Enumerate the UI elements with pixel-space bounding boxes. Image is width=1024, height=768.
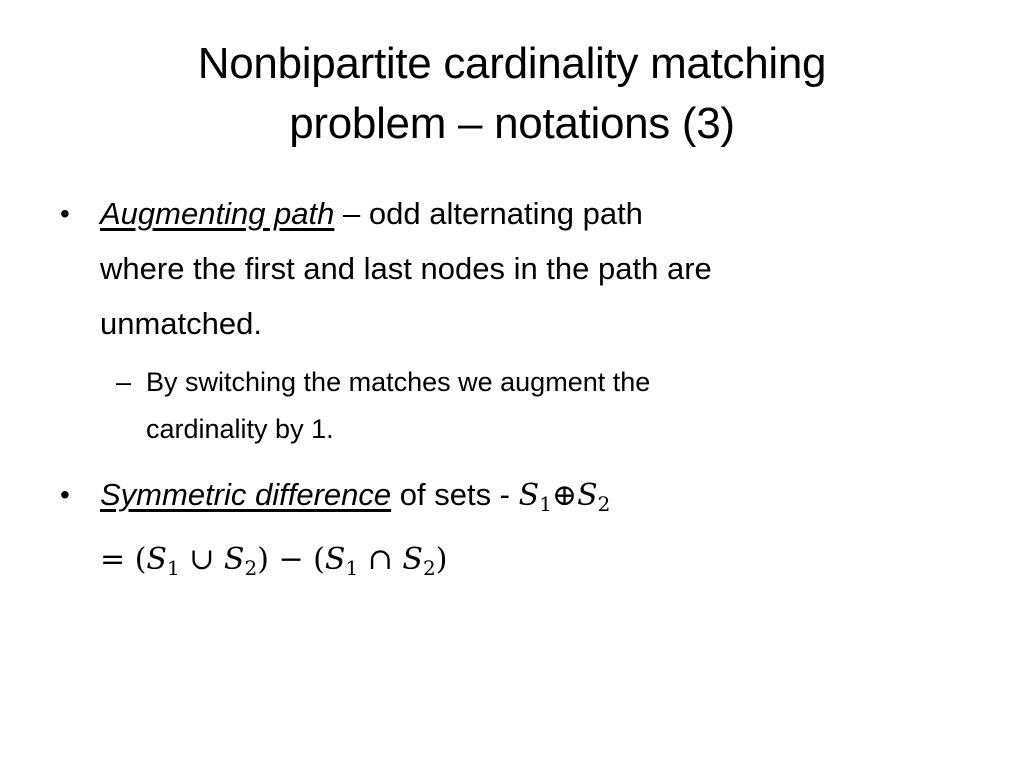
math-symbol: S <box>577 478 598 513</box>
math-symbol: S <box>518 478 540 513</box>
math-subscript: 1 <box>539 492 552 516</box>
bullet-symmetric-difference <box>60 467 960 596</box>
bullet-line-1 <box>100 467 960 532</box>
math-subscript: 2 <box>244 556 258 580</box>
math-symbol: S <box>402 542 423 577</box>
formula-expansion <box>100 532 960 596</box>
bullet-line-2: where the first and last nodes in the path are <box>100 251 712 286</box>
equals-sign: = <box>100 542 126 577</box>
sub-bullet-marker: – <box>116 367 132 397</box>
paren: ( <box>134 542 147 577</box>
title-line-2: problem – notations (3) <box>289 99 735 148</box>
bullet-body <box>100 467 960 596</box>
bullet-text: of sets - <box>391 477 519 512</box>
paren: ) <box>257 542 269 577</box>
intersection-operator: ∩ <box>358 542 403 577</box>
math-subscript: 1 <box>166 556 180 580</box>
slide-title <box>60 34 964 154</box>
sub-bullet-body <box>146 359 916 453</box>
xor-operator: ⊕ <box>551 478 578 513</box>
bullet-augmenting-path <box>60 186 960 351</box>
paren: ( <box>313 542 325 577</box>
math-subscript: 2 <box>597 492 611 516</box>
bullet-line-1 <box>100 186 960 241</box>
sub-bullet-line-1: By switching the matches we augment the <box>146 367 651 397</box>
minus-operator: − <box>268 542 314 577</box>
bullet-marker: • <box>60 479 70 510</box>
math-subscript: 2 <box>422 556 436 580</box>
bullet-text: – odd alternating path <box>334 196 643 231</box>
math-symbol: S <box>223 542 245 577</box>
math-symbol: S <box>146 542 167 577</box>
term-symmetric-difference: Symmetric difference <box>100 477 392 512</box>
paren: ) <box>435 542 448 577</box>
bullet-marker: • <box>60 198 70 229</box>
math-subscript: 1 <box>345 556 359 580</box>
math-symbol: S <box>324 542 346 577</box>
sub-bullet-line-2: cardinality by 1. <box>146 414 334 444</box>
bullet-body <box>100 186 960 351</box>
union-operator: ∪ <box>179 542 224 577</box>
bullet-line-3: unmatched. <box>100 306 262 341</box>
formula-xor <box>518 478 611 516</box>
sub-bullet-switching <box>116 359 916 453</box>
title-line-1: Nonbipartite cardinality matching <box>197 39 827 88</box>
term-augmenting-path: Augmenting path <box>100 196 335 231</box>
